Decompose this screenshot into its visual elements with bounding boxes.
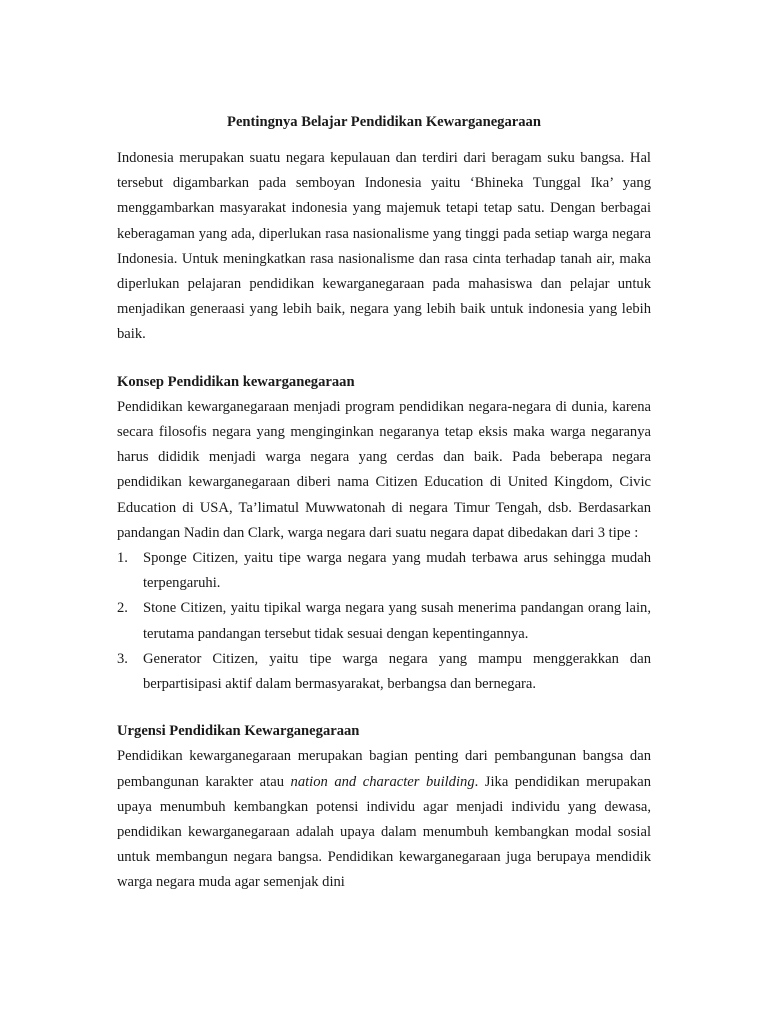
konsep-paragraph: Pendidikan kewarganegaraan menjadi program pendidikan negara-negara di dunia, karena secara filosofis negara yang menginginkan negaranya tetap eksis maka warga negaranya harus dididik menjadi warga negara yang cerdas dan baik. Pada beberapa negara pendidikan kewarganegaraan diberi nama Citizen Education di United Kingdom, Civic Education di USA, Ta’limatul Muwwatonah di negara Timur Tengah, dsb. Berdasarkan pandangan Nadin dan Clark, warga negara dari suatu negara dapat dibedakan dari 3 tipe : (117, 398, 651, 541)
list-item-text: Generator Citizen, yaitu tipe warga negara yang mampu menggerakkan dan berpartisipasi aktif dalam bermasyarakat, berbangsa dan bernegara. (143, 650, 651, 693)
document-page (117, 110, 651, 896)
list-item-text: Stone Citizen, yaitu tipikal warga negara yang susah menerima pandangan orang lain, terutama pandangan tersebut tidak sesuai dengan kepentingannya. (143, 600, 651, 642)
list-item (117, 546, 651, 596)
urgensi-text-end: . Jika pendidikan merupakan upaya menumbuh kembangkan potensi individu agar menjadi individu yang dewasa, pendidikan kewarganegaraan adalah upaya dalam menumbuh kembangkan modal sosial untuk membangun negara bangsa. Pendidikan kewarganegaraan juga berupaya mendidik warga negara muda agar semenjak dini (117, 773, 651, 891)
list-item (117, 647, 651, 697)
urgensi-paragraph (117, 744, 651, 895)
section-spacer (117, 697, 651, 719)
section-spacer (117, 348, 651, 370)
urgensi-text-start: Pendidikan kewarganegaraan merupakan bagian penting dari pembangunan bangsa dan pembangunan karakter atau (117, 748, 651, 790)
list-item-number: 2. (117, 600, 128, 617)
citizen-type-list (117, 546, 651, 697)
intro-paragraph: Indonesia merupakan suatu negara kepulauan dan terdiri dari beragam suku bangsa. Hal tersebut digambarkan pada semboyan Indonesia yaitu ‘Bhineka Tunggal Ika’ yang menggambarkan masyarakat indonesia yang majemuk tetapi tetap satu. Dengan berbagai keberagaman yang ada, diperlukan rasa nasionalisme yang tinggi pada setiap warga negara Indonesia. Untuk meningkatkan rasa nasionalisme dan rasa cinta terhadap tanah air, maka diperlukan pelajaran pendidikan kewarganegaraan pada mahasiswa dan pelajar untuk menjadikan generaasi yang lebih baik, negara yang lebih baik untuk indonesia yang lebih baik. (117, 150, 651, 343)
document-title: Pentingnya Belajar Pendidikan Kewarganegaraan (227, 114, 541, 130)
section-heading-konsep: Konsep Pendidikan kewarganegaraan (117, 373, 355, 390)
list-item-number: 3. (117, 650, 128, 667)
urgensi-italic-term: nation and character building (290, 773, 475, 790)
list-item-text: Sponge Citizen, yaitu tipe warga negara yang mudah terbawa arus sehingga mudah terpengaruhi. (143, 550, 651, 592)
list-item-number: 1. (117, 550, 128, 567)
list-item (117, 596, 651, 646)
section-heading-urgensi: Urgensi Pendidikan Kewarganegaraan (117, 723, 360, 740)
